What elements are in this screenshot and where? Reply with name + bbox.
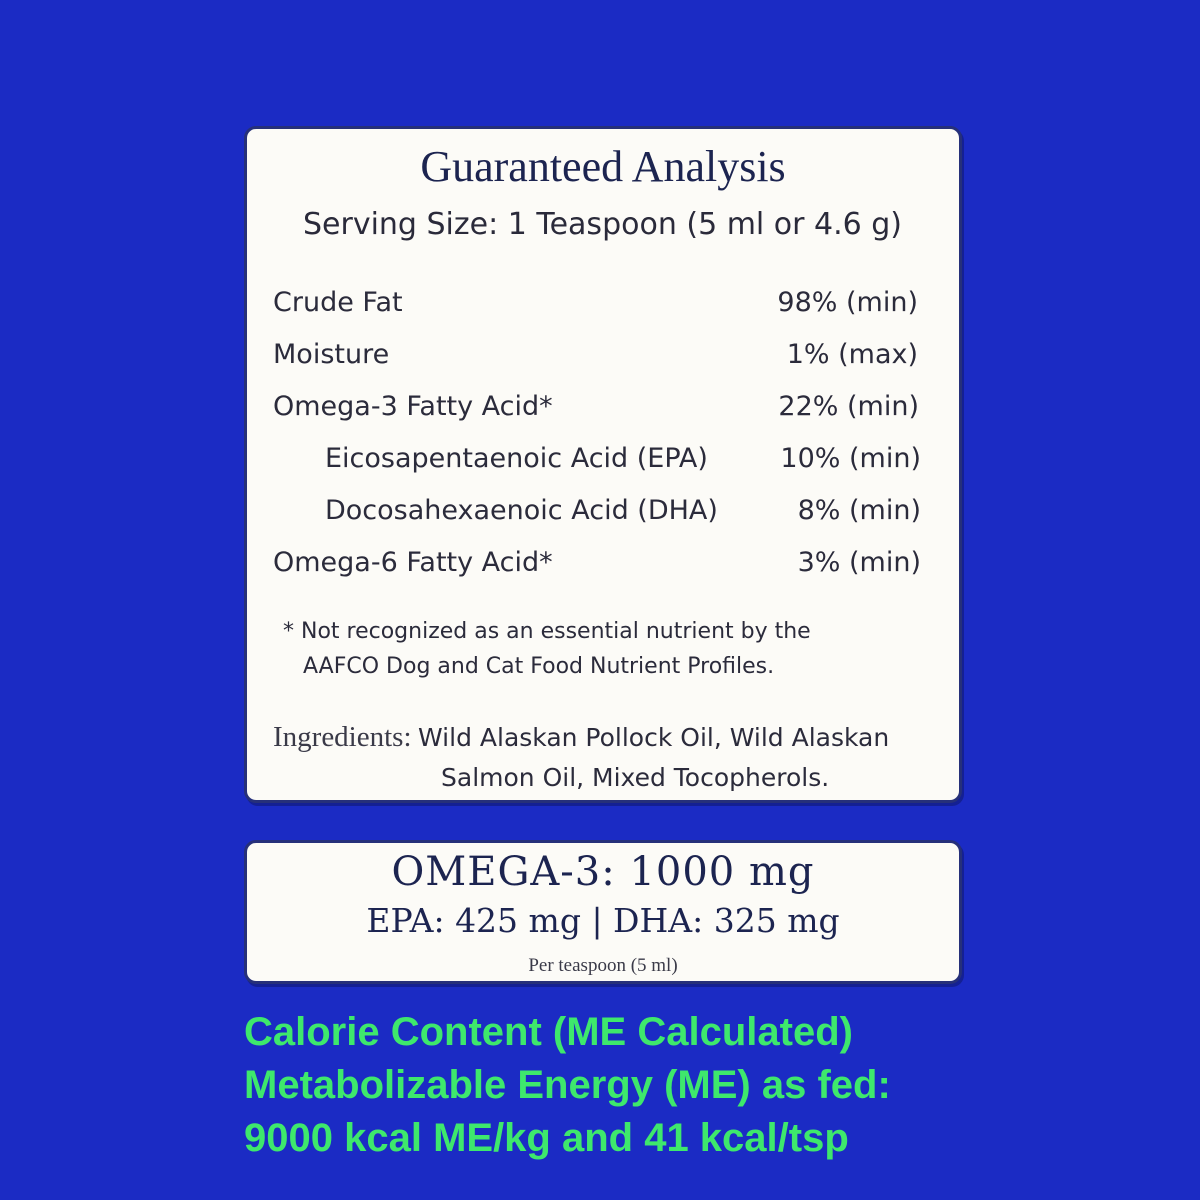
row-value-omega-3: 22% (min) bbox=[778, 391, 919, 422]
guaranteed-analysis-panel bbox=[244, 126, 962, 803]
ingredients-line-2: Salmon Oil, Mixed Tocopherols. bbox=[441, 763, 830, 792]
per-teaspoon-note: Per teaspoon (5 ml) bbox=[528, 955, 678, 976]
epa-dha-amounts: EPA: 425 mg | DHA: 325 mg bbox=[366, 901, 840, 940]
footnote-line-1: * Not recognized as an essential nutrient by the bbox=[283, 619, 811, 644]
ingredients-line-1: Wild Alaskan Pollock Oil, Wild Alaskan bbox=[418, 723, 890, 752]
row-value-crude-fat: 98% (min) bbox=[777, 287, 918, 318]
row-label-omega-3: Omega-3 Fatty Acid* bbox=[273, 391, 553, 422]
omega-3-panel bbox=[244, 840, 962, 984]
row-value-moisture: 1% (max) bbox=[786, 339, 918, 370]
row-label-dha: Docosahexaenoic Acid (DHA) bbox=[325, 495, 718, 526]
ingredients bbox=[273, 717, 889, 798]
serving-size: Serving Size: 1 Teaspoon (5 ml or 4.6 g) bbox=[303, 207, 903, 242]
footnote-line-2: AAFCO Dog and Cat Food Nutrient Profiles. bbox=[303, 654, 775, 679]
footnote bbox=[283, 614, 811, 684]
row-value-omega-6: 3% (min) bbox=[797, 547, 921, 578]
row-label-omega-6: Omega-6 Fatty Acid* bbox=[273, 547, 553, 578]
calorie-line-2: Metabolizable Energy (ME) as fed: bbox=[244, 1063, 891, 1107]
row-label-crude-fat: Crude Fat bbox=[273, 287, 403, 318]
calorie-line-3: 9000 kcal ME/kg and 41 kcal/tsp bbox=[244, 1116, 849, 1160]
calorie-line-1: Calorie Content (ME Calculated) bbox=[244, 1010, 853, 1054]
row-label-moisture: Moisture bbox=[273, 339, 390, 370]
row-value-dha: 8% (min) bbox=[797, 495, 921, 526]
row-value-epa: 10% (min) bbox=[780, 443, 921, 474]
calorie-content bbox=[244, 1006, 891, 1165]
analysis-title: Guaranteed Analysis bbox=[420, 142, 786, 191]
ingredients-label: Ingredients: bbox=[273, 721, 412, 753]
omega-3-total: OMEGA-3: 1000 mg bbox=[391, 849, 815, 895]
row-label-epa: Eicosapentaenoic Acid (EPA) bbox=[325, 443, 708, 474]
